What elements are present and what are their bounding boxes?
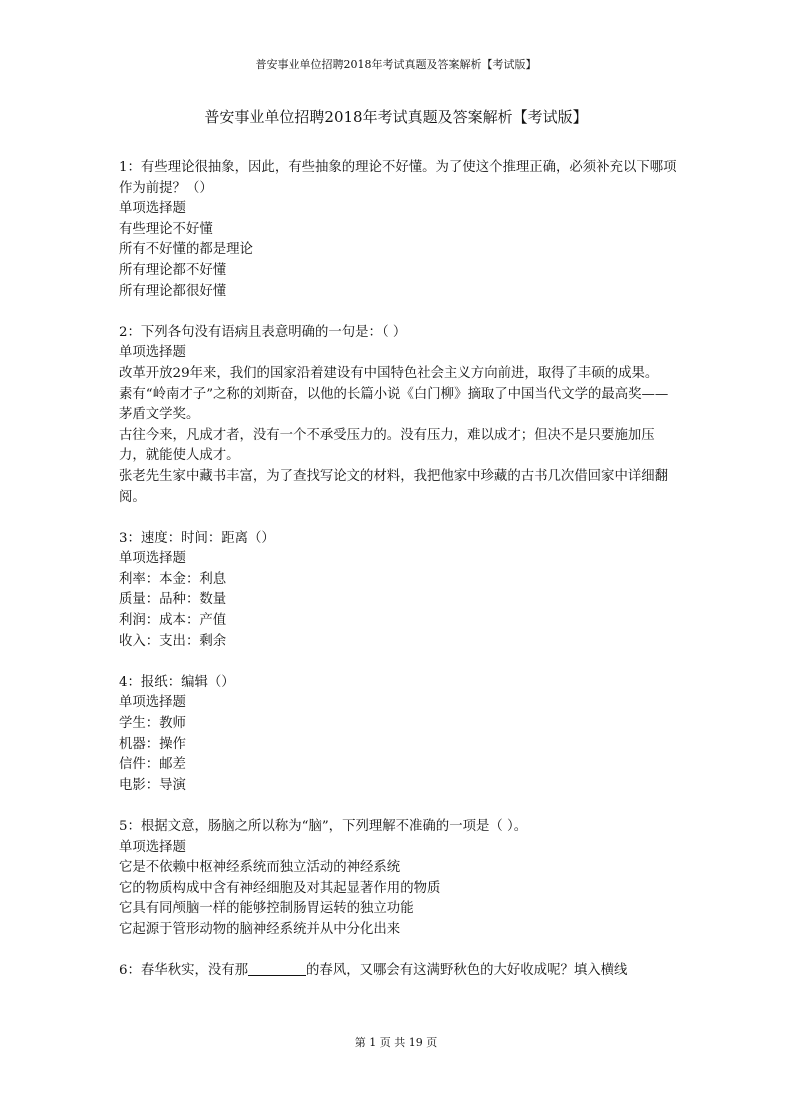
option-a: 改革开放29年来，我们的国家沿着建设有中国特色社会主义方向前进，取得了丰硕的成果。 [119, 365, 659, 381]
document-title: 普安事业单位招聘2018年考试真题及答案解析【考试版】 [204, 108, 588, 126]
stem-before-blank: 6：春华秋实，没有那 [119, 963, 249, 979]
question-stem: 5：根据文意，肠脑之所以称为“脑”，下列理解不准确的一项是（ ）。 [119, 819, 528, 834]
option-d: 所有理论都很好懂 [119, 283, 227, 299]
option-c: 所有理论都不好懂 [119, 262, 227, 278]
question-2 [119, 323, 679, 508]
page-header: 普安事业单位招聘2018年考试真题及答案解析【考试版】 [255, 58, 537, 71]
question-5 [119, 817, 679, 941]
question-type: 单项选择题 [119, 695, 186, 711]
option-c: 信件：邮差 [119, 757, 186, 773]
question-3 [119, 529, 679, 653]
question-stem: 3：速度：时间：距离（） [119, 530, 275, 546]
stem-after-blank: 的春风，又哪会有这满野秋色的大好收成呢？填入横线 [306, 963, 628, 979]
option-b: 它的物质构成中含有神经细胞及对其起显著作用的物质 [119, 880, 441, 896]
question-4 [119, 673, 679, 797]
question-type: 单项选择题 [119, 551, 186, 567]
question-stem [119, 961, 679, 982]
question-stem: 1：有些理论很抽象，因此，有些抽象的理论不好懂。为了使这个推理正确，必须补充以下哪项作为前提？（） [119, 160, 677, 196]
option-d: 张老先生家中藏书丰富，为了查找写论文的材料，我把他家中珍藏的古书几次借回家中详细翻阅。 [119, 468, 669, 505]
option-c: 利润：成本：产值 [119, 613, 227, 629]
question-type: 单项选择题 [119, 201, 186, 217]
option-b: 机器：操作 [119, 736, 186, 752]
question-1 [119, 158, 679, 302]
question-type: 单项选择题 [119, 345, 186, 361]
option-c: 古往今来，凡成才者，没有一个不承受压力的。没有压力，难以成才；但决不是只要施加压力，就能使人成才。 [119, 427, 655, 464]
option-a: 学生：教师 [119, 716, 186, 732]
fill-blank-line [248, 961, 306, 976]
option-a: 它是不依赖中枢神经系统而独立活动的神经系统 [119, 860, 401, 876]
question-type: 单项选择题 [119, 839, 186, 855]
question-list [119, 158, 679, 1002]
option-a: 有些理论不好懂 [119, 221, 213, 237]
question-stem: 4：报纸：编辑（） [119, 674, 235, 690]
question-stem: 2：下列各句没有语病且表意明确的一句是：（ ） [119, 324, 407, 340]
option-b: 所有不好懂的都是理论 [119, 242, 253, 258]
option-b: 素有“岭南才子”之称的刘斯奋，以他的长篇小说《白门柳》摘取了中国当代文学的最高奖——茅盾文学奖。 [119, 386, 669, 423]
option-b: 质量：品种：数量 [119, 592, 227, 608]
option-a: 利率：本金：利息 [119, 571, 227, 587]
option-d: 收入：支出：剩余 [119, 633, 227, 649]
option-c: 它具有同颅脑一样的能够控制肠胃运转的独立功能 [119, 901, 414, 917]
option-d: 电影：导演 [119, 777, 186, 793]
question-6 [119, 961, 679, 982]
page-number: 第 1 页 共 19 页 [354, 1036, 438, 1049]
option-d: 它起源于管形动物的脑神经系统并从中分化出来 [119, 921, 401, 937]
